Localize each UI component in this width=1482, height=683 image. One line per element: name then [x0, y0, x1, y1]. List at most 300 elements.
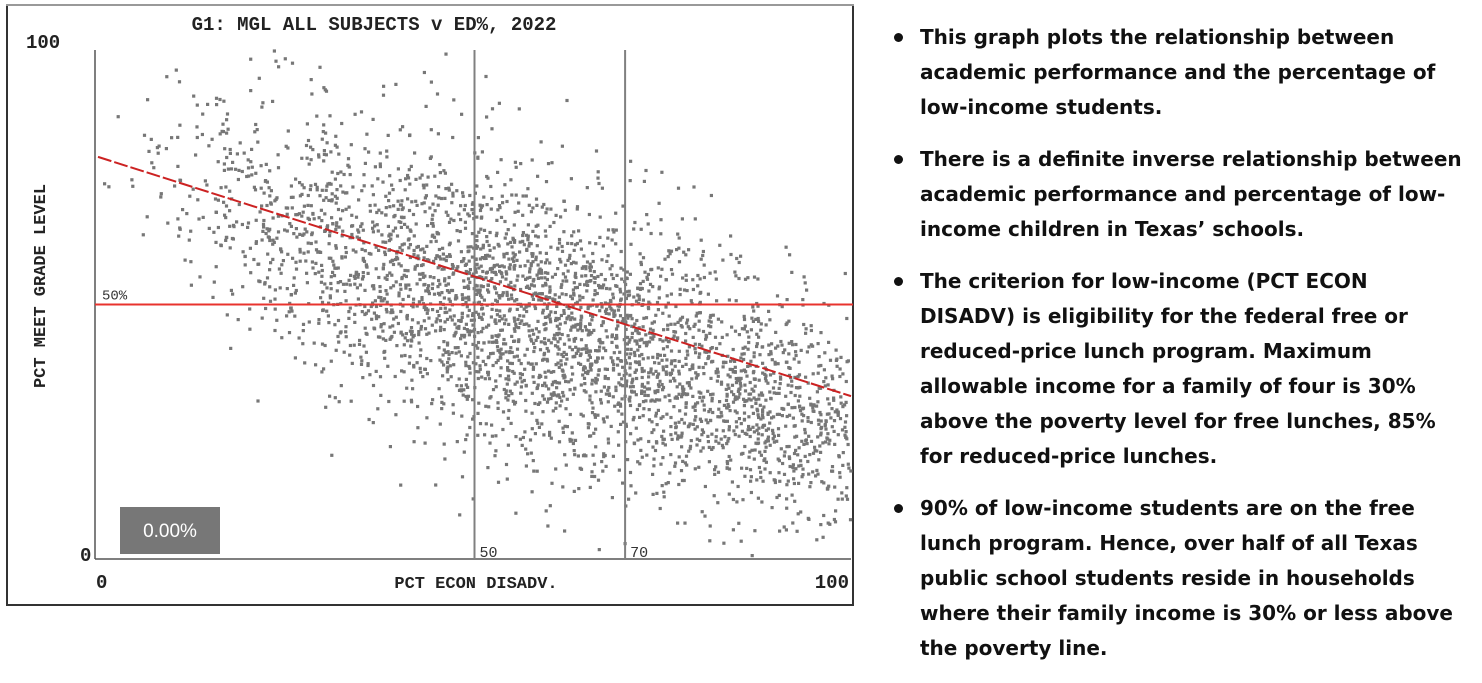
scatter-point — [280, 336, 283, 339]
scatter-point — [379, 162, 382, 165]
scatter-point — [414, 200, 417, 203]
scatter-point — [443, 443, 446, 446]
scatter-point — [310, 158, 313, 161]
scatter-point — [328, 234, 331, 237]
scatter-point — [339, 184, 342, 187]
scatter-point — [582, 347, 585, 350]
scatter-point — [487, 356, 490, 359]
scatter-point — [327, 314, 330, 317]
scatter-point — [684, 357, 687, 360]
scatter-point — [554, 311, 557, 314]
scatter-point — [482, 244, 485, 247]
scatter-point — [722, 365, 725, 368]
scatter-point — [599, 398, 602, 401]
scatter-point — [734, 366, 737, 369]
scatter-point — [303, 205, 306, 208]
scatter-point — [444, 307, 447, 310]
scatter-point — [667, 394, 670, 397]
scatter-point — [544, 211, 547, 214]
scatter-point — [513, 239, 516, 242]
scatter-point — [271, 100, 274, 103]
scatter-point — [465, 323, 468, 326]
scatter-point — [354, 250, 357, 253]
scatter-point — [751, 426, 754, 429]
scatter-point — [369, 253, 372, 256]
scatter-point — [412, 213, 415, 216]
scatter-point — [230, 289, 233, 292]
scatter-point — [178, 179, 181, 182]
scatter-point — [680, 436, 683, 439]
scatter-point — [372, 284, 375, 287]
scatter-point — [390, 274, 393, 277]
scatter-point — [452, 271, 455, 274]
scatter-point — [517, 201, 520, 204]
scatter-point — [750, 405, 753, 408]
scatter-point — [757, 413, 760, 416]
scatter-point — [810, 324, 813, 327]
scatter-point — [803, 428, 806, 431]
scatter-point — [544, 283, 547, 286]
scatter-point — [318, 216, 321, 219]
scatter-point — [573, 249, 576, 252]
scatter-point — [464, 361, 467, 364]
scatter-point — [769, 350, 772, 353]
scatter-point — [344, 255, 347, 258]
scatter-point — [573, 387, 576, 390]
scatter-point — [750, 328, 753, 331]
scatter-point — [392, 317, 395, 320]
scatter-point — [619, 290, 622, 293]
scatter-point — [426, 372, 429, 375]
scatter-point — [789, 465, 792, 468]
scatter-point — [440, 197, 443, 200]
scatter-point — [481, 270, 484, 273]
scatter-point — [450, 183, 453, 186]
scatter-point — [333, 323, 336, 326]
scatter-point — [416, 426, 419, 429]
scatter-point — [579, 354, 582, 357]
scatter-point — [656, 389, 659, 392]
scatter-point — [450, 201, 453, 204]
scatter-point — [759, 329, 762, 332]
scatter-point — [829, 416, 832, 419]
scatter-point — [453, 323, 456, 326]
scatter-point — [523, 323, 526, 326]
scatter-point — [658, 338, 661, 341]
scatter-point — [638, 403, 641, 406]
scatter-point — [633, 221, 636, 224]
scatter-point — [580, 338, 583, 341]
scatter-point — [214, 197, 217, 200]
scatter-point — [524, 448, 527, 451]
scatter-point — [664, 395, 667, 398]
scatter-point — [176, 217, 179, 220]
scatter-point — [438, 283, 441, 286]
scatter-point — [217, 226, 220, 229]
scatter-point — [702, 396, 705, 399]
scatter-point — [506, 294, 509, 297]
scatter-point — [460, 250, 463, 253]
scatter-point — [198, 275, 201, 278]
scatter-point — [564, 276, 567, 279]
scatter-point — [598, 236, 601, 239]
scatter-point — [428, 206, 431, 209]
scatter-point — [628, 396, 631, 399]
scatter-point — [658, 202, 661, 205]
scatter-point — [221, 123, 224, 126]
scatter-point — [407, 295, 410, 298]
scatter-point — [419, 278, 422, 281]
scatter-point — [468, 214, 471, 217]
scatter-point — [798, 446, 801, 449]
scatter-point — [345, 208, 348, 211]
scatter-point — [425, 333, 428, 336]
scatter-point — [537, 383, 540, 386]
scatter-point — [572, 442, 575, 445]
scatter-point — [540, 276, 543, 279]
scatter-point — [753, 458, 756, 461]
scatter-point — [545, 180, 548, 183]
scatter-point — [573, 281, 576, 284]
scatter-point — [734, 395, 737, 398]
scatter-point — [773, 391, 776, 394]
scatter-point — [676, 336, 679, 339]
scatter-point — [638, 345, 641, 348]
scatter-point — [423, 305, 426, 308]
scatter-point — [618, 351, 621, 354]
scatter-point — [451, 263, 454, 266]
scatter-point — [576, 350, 579, 353]
scatter-point — [775, 440, 778, 443]
scatter-point — [769, 471, 772, 474]
scatter-point — [639, 437, 642, 440]
scatter-point — [516, 348, 519, 351]
scatter-point — [503, 322, 506, 325]
scatter-point — [325, 310, 328, 313]
scatter-point — [324, 88, 327, 91]
scatter-point — [302, 329, 305, 332]
scatter-point — [827, 522, 830, 525]
scatter-point — [540, 260, 543, 263]
scatter-point — [302, 211, 305, 214]
scatter-point — [372, 327, 375, 330]
scatter-point — [627, 498, 630, 501]
scatter-point — [544, 376, 547, 379]
scatter-point — [594, 390, 597, 393]
scatter-point — [674, 432, 677, 435]
scatter-point — [453, 314, 456, 317]
scatter-point — [697, 356, 700, 359]
scatter-point — [610, 356, 613, 359]
scatter-point — [601, 356, 604, 359]
scatter-point — [528, 329, 531, 332]
scatter-point — [718, 400, 721, 403]
scatter-point — [800, 440, 803, 443]
scatter-point — [438, 359, 441, 362]
scatter-point — [559, 215, 562, 218]
scatter-point — [251, 166, 254, 169]
scatter-point — [364, 162, 367, 165]
scatter-point — [587, 359, 590, 362]
scatter-point — [375, 370, 378, 373]
scatter-point — [562, 230, 565, 233]
scatter-point — [320, 209, 323, 212]
scatter-point — [643, 386, 646, 389]
scatter-point — [545, 252, 548, 255]
scatter-point — [509, 346, 512, 349]
scatter-point — [362, 344, 365, 347]
scatter-point — [702, 250, 705, 253]
scatter-point — [581, 267, 584, 270]
scatter-point — [430, 402, 433, 405]
scatter-point — [291, 62, 294, 65]
scatter-point — [790, 384, 793, 387]
scatter-point — [548, 285, 551, 288]
scatter-point — [357, 198, 360, 201]
scatter-point — [786, 298, 789, 301]
scatter-point — [290, 310, 293, 313]
scatter-point — [675, 248, 678, 251]
scatter-point — [381, 330, 384, 333]
scatter-point — [308, 218, 311, 221]
scatter-point — [439, 307, 442, 310]
scatter-point — [409, 243, 412, 246]
scatter-point — [383, 357, 386, 360]
scatter-point — [714, 270, 717, 273]
scatter-point — [847, 463, 850, 466]
scatter-point — [394, 83, 397, 86]
scatter-point — [525, 310, 528, 313]
scatter-point — [379, 375, 382, 378]
scatter-point — [555, 332, 558, 335]
scatter-point — [761, 433, 764, 436]
scatter-point — [764, 399, 767, 402]
scatter-point — [371, 227, 374, 230]
scatter-point — [380, 211, 383, 214]
scatter-point — [716, 380, 719, 383]
scatter-point — [277, 65, 280, 68]
scatter-point — [165, 75, 168, 78]
scatter-point — [254, 123, 257, 126]
scatter-point — [242, 250, 245, 253]
scatter-point — [721, 336, 724, 339]
scatter-point — [696, 425, 699, 428]
scatter-point — [451, 318, 454, 321]
scatter-point — [543, 398, 546, 401]
scatter-point — [738, 435, 741, 438]
scatter-point — [489, 231, 492, 234]
scatter-point — [698, 439, 701, 442]
scatter-point — [836, 365, 839, 368]
scatter-point — [758, 466, 761, 469]
scatter-point — [265, 204, 268, 207]
scatter-point — [401, 125, 404, 128]
scatter-point — [262, 219, 265, 222]
scatter-point — [351, 185, 354, 188]
scatter-point — [677, 321, 680, 324]
scatter-point — [442, 353, 445, 356]
scatter-point — [590, 475, 593, 478]
scatter-point — [298, 248, 301, 251]
scatter-point — [787, 352, 790, 355]
scatter-point — [706, 435, 709, 438]
scatter-point — [597, 170, 600, 173]
scatter-point — [480, 285, 483, 288]
scatter-point — [451, 289, 454, 292]
scatter-point — [673, 465, 676, 468]
scatter-point — [345, 299, 348, 302]
scatter-point — [607, 441, 610, 444]
scatter-point — [819, 427, 822, 430]
scatter-point — [231, 161, 234, 164]
scatter-point — [386, 301, 389, 304]
scatter-point — [580, 248, 583, 251]
scatter-point — [808, 453, 811, 456]
scatter-point — [379, 152, 382, 155]
scatter-point — [638, 416, 641, 419]
scatter-point — [561, 245, 564, 248]
scatter-point — [419, 354, 422, 357]
scatter-point — [549, 225, 552, 228]
scatter-point — [372, 118, 375, 121]
scatter-point — [288, 222, 291, 225]
scatter-point — [669, 433, 672, 436]
scatter-point — [749, 480, 752, 483]
scatter-point — [669, 373, 672, 376]
scatter-point — [423, 319, 426, 322]
scatter-point — [420, 273, 423, 276]
scatter-point — [703, 276, 706, 279]
scatter-point — [495, 234, 498, 237]
scatter-point — [443, 457, 446, 460]
scatter-point — [272, 239, 275, 242]
scatter-point — [833, 430, 836, 433]
scatter-point — [305, 230, 308, 233]
scatter-point — [658, 398, 661, 401]
scatter-point — [720, 414, 723, 417]
scatter-point — [389, 338, 392, 341]
scatter-point — [754, 402, 757, 405]
scatter-point — [494, 449, 497, 452]
scatter-point — [761, 410, 764, 413]
scatter-point — [372, 384, 375, 387]
scatter-point — [567, 380, 570, 383]
scatter-point — [546, 401, 549, 404]
scatter-point — [688, 381, 691, 384]
scatter-point — [247, 221, 250, 224]
scatter-point — [236, 152, 239, 155]
scatter-point — [189, 260, 192, 263]
scatter-point — [726, 420, 729, 423]
scatter-point — [720, 411, 723, 414]
scatter-point — [779, 376, 782, 379]
scatter-point — [501, 275, 504, 278]
scatter-point — [367, 362, 370, 365]
scatter-point — [718, 244, 721, 247]
scatter-point — [594, 242, 597, 245]
scatter-point — [498, 319, 501, 322]
scatter-point — [462, 259, 465, 262]
scatter-point — [399, 288, 402, 291]
scatter-point — [581, 296, 584, 299]
scatter-point — [320, 275, 323, 278]
scatter-point — [456, 229, 459, 232]
scatter-point — [516, 355, 519, 358]
scatter-point — [421, 247, 424, 250]
scatter-point — [786, 415, 789, 418]
scatter-point — [714, 465, 717, 468]
scatter-point — [574, 275, 577, 278]
notes-list — [888, 20, 1468, 666]
scatter-point — [459, 388, 462, 391]
scatter-point — [598, 548, 601, 551]
scatter-point — [563, 374, 566, 377]
scatter-point — [828, 439, 831, 442]
scatter-point — [807, 517, 810, 520]
scatter-point — [493, 246, 496, 249]
scatter-point — [567, 270, 570, 273]
y-tick-label-top: 100 — [26, 32, 61, 54]
scatter-point — [280, 263, 283, 266]
scatter-point — [356, 236, 359, 239]
scatter-point — [745, 399, 748, 402]
scatter-point — [448, 221, 451, 224]
scatter-point — [676, 522, 679, 525]
scatter-point — [570, 366, 573, 369]
scatter-point — [562, 200, 565, 203]
scatter-point — [486, 240, 489, 243]
scatter-point — [741, 498, 744, 501]
scatter-point — [793, 452, 796, 455]
scatter-point — [395, 280, 398, 283]
scatter-point — [399, 310, 402, 313]
scatter-point — [223, 162, 226, 165]
scatter-point — [317, 318, 320, 321]
scatter-point — [739, 384, 742, 387]
scatter-point — [322, 199, 325, 202]
scatter-point — [560, 286, 563, 289]
bullet-icon — [894, 155, 903, 164]
scatter-point — [694, 467, 697, 470]
scatter-point — [397, 208, 400, 211]
scatter-point — [258, 77, 261, 80]
scatter-point — [817, 342, 820, 345]
scatter-point — [522, 231, 525, 234]
scatter-point — [462, 394, 465, 397]
scatter-point — [286, 287, 289, 290]
scatter-point — [447, 378, 450, 381]
scatter-point — [819, 331, 822, 334]
scatter-point — [798, 405, 801, 408]
scatter-point — [583, 382, 586, 385]
scatter-point — [408, 209, 411, 212]
scatter-point — [598, 349, 601, 352]
scatter-point — [463, 286, 466, 289]
scatter-point — [619, 267, 622, 270]
scatter-point — [707, 410, 710, 413]
scatter-point — [544, 261, 547, 264]
scatter-point — [489, 185, 492, 188]
scatter-point — [745, 375, 748, 378]
scatter-point — [287, 129, 290, 132]
scatter-point — [360, 363, 363, 366]
scatter-point — [520, 362, 523, 365]
scatter-point — [579, 239, 582, 242]
scatter-point — [403, 354, 406, 357]
scatter-point — [448, 291, 451, 294]
scatter-point — [679, 293, 682, 296]
scatter-point — [594, 445, 597, 448]
